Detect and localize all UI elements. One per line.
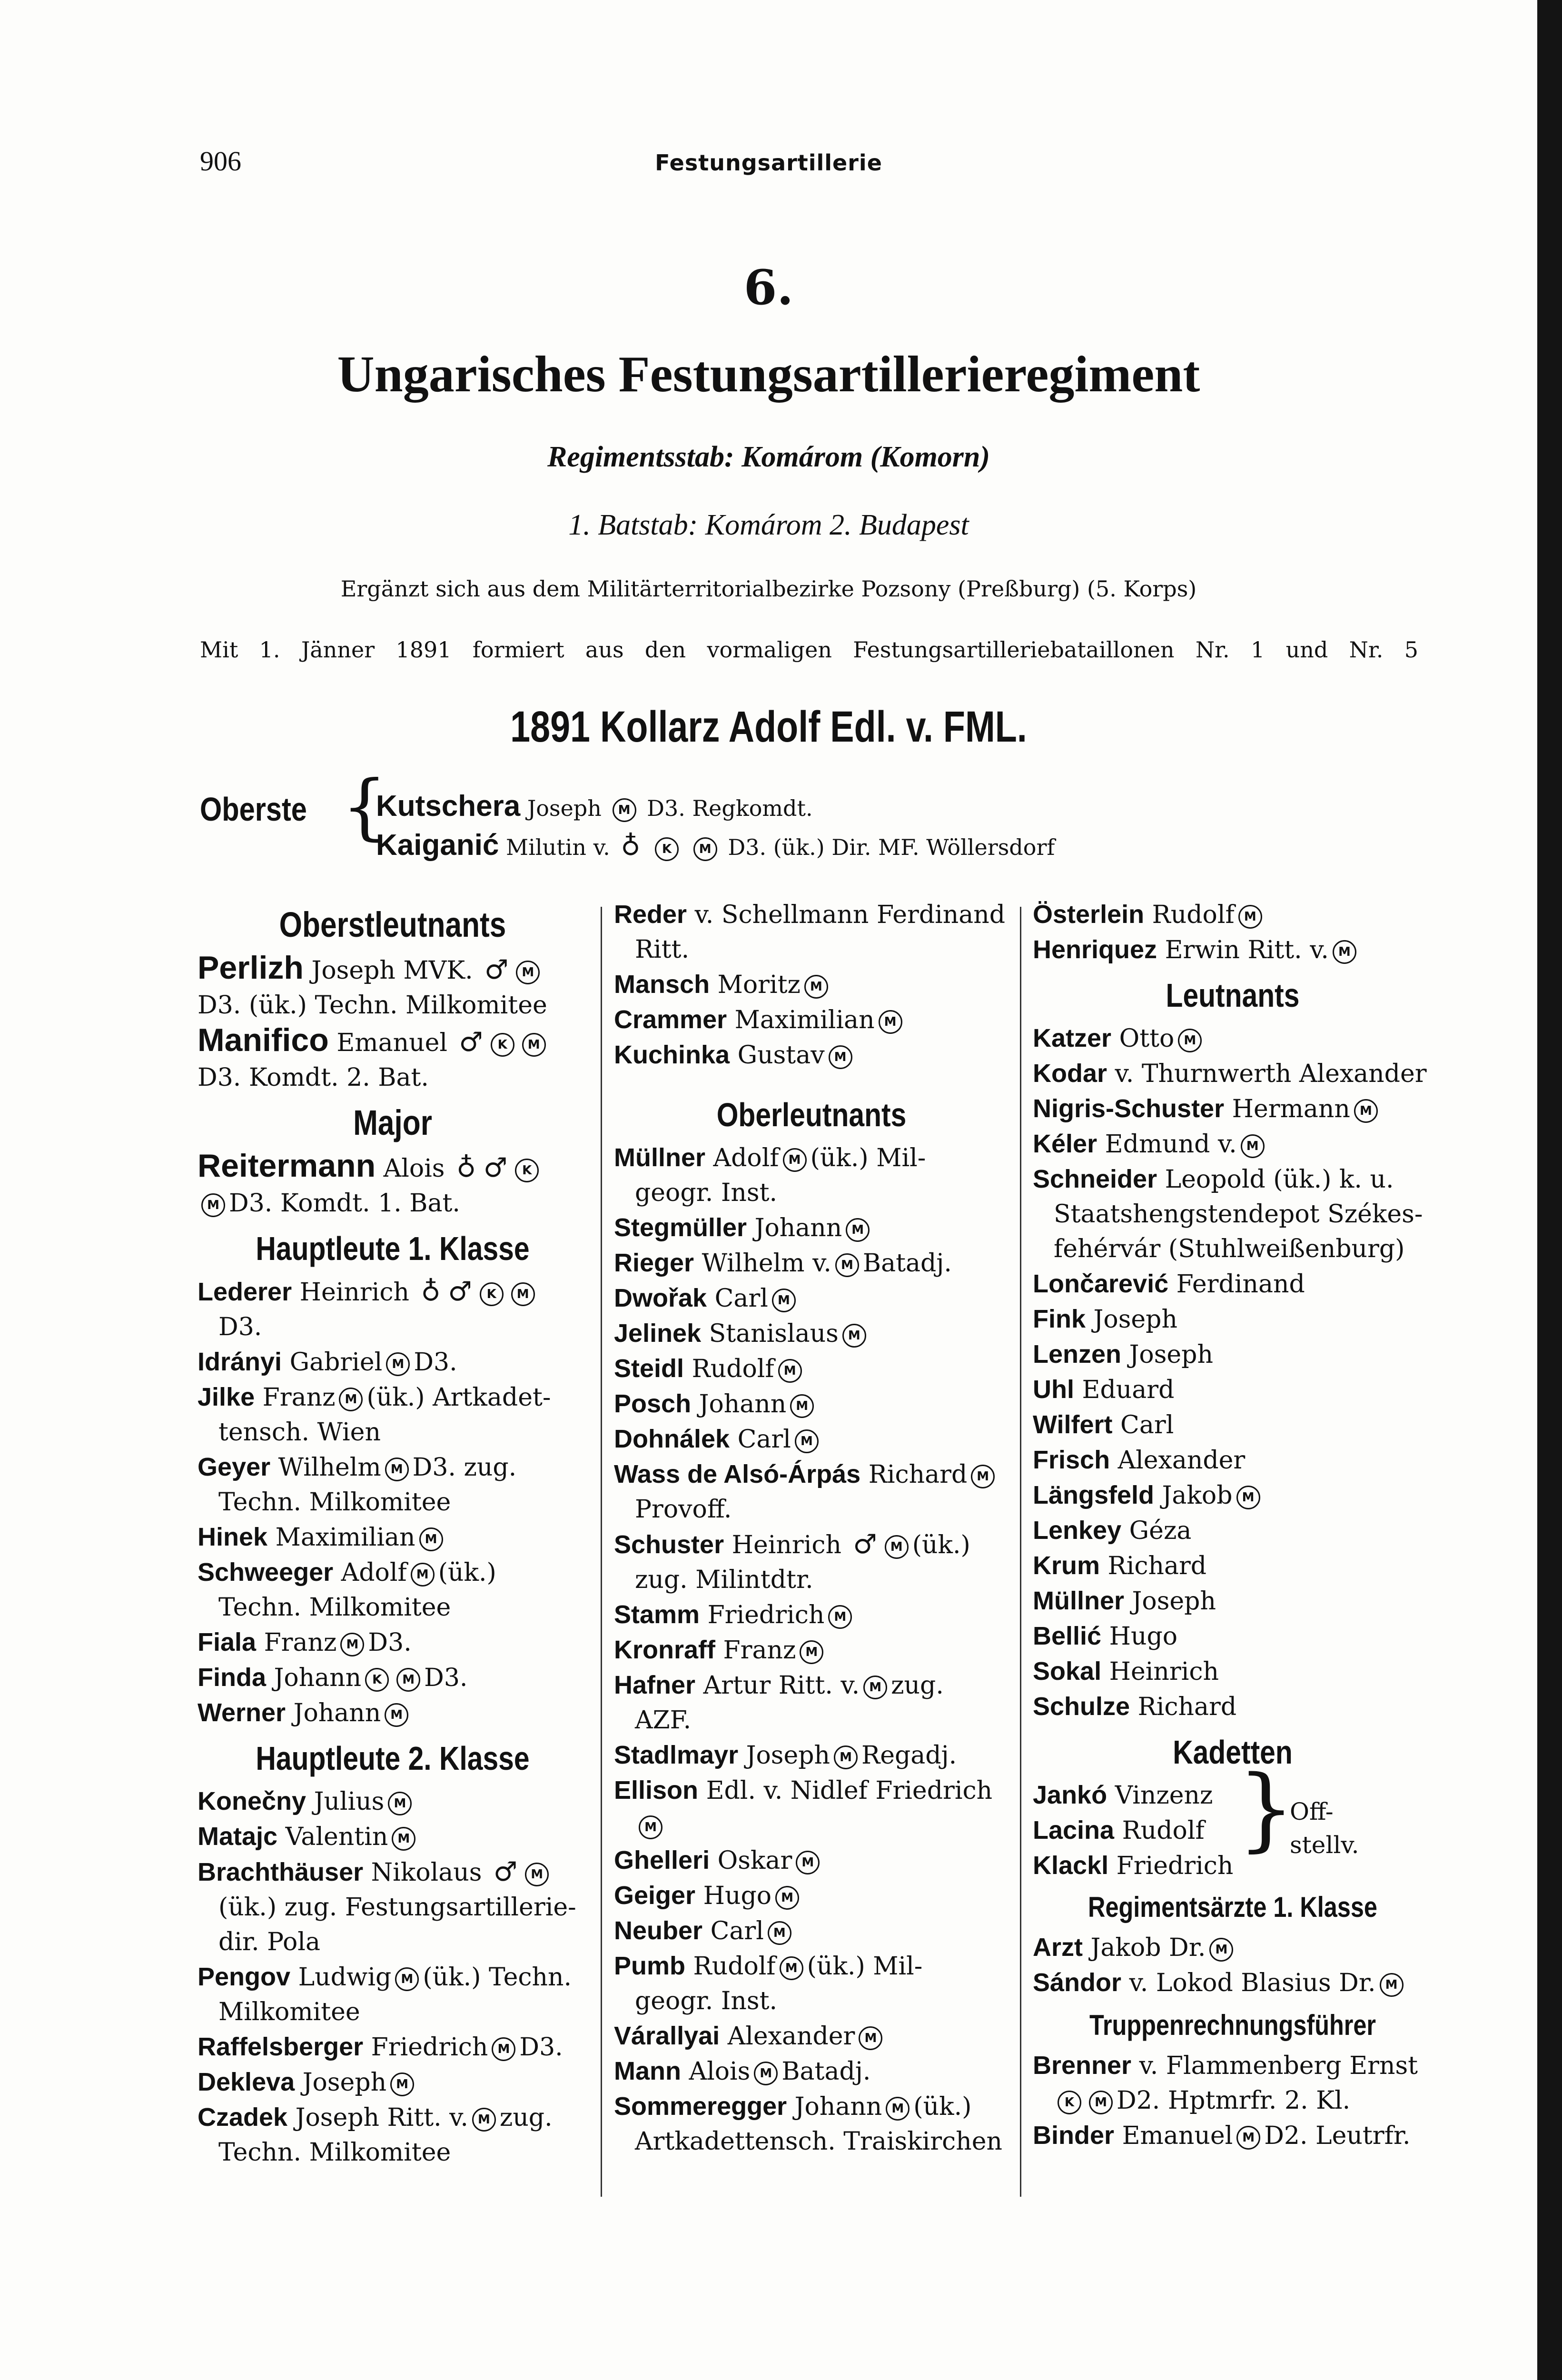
list-item: Reitermann Alois ♁ ♂ K <box>198 1149 588 1186</box>
m-badge-icon: M <box>693 837 717 861</box>
m-badge-icon: M <box>800 1640 823 1664</box>
list-item: Kuchinka Gustav M <box>614 1038 1009 1073</box>
page-title: Ungarisches Festungsartillerieregiment <box>337 346 1200 403</box>
list-item: Hafner Artur Ritt. v. M zug. AZF. <box>614 1671 944 1735</box>
list-item: Dwořak Carl M <box>614 1281 1009 1316</box>
list-item: Jilke Franz M (ük.) Artkadet- tensch. Wien <box>198 1383 551 1447</box>
section-major: Major <box>353 1103 432 1142</box>
section-regimentsaerzte: Regimentsärzte 1. Klasse <box>1088 1891 1377 1923</box>
k-badge-icon: K <box>1058 2091 1081 2114</box>
list-item: Kronraff Franz M <box>614 1633 1009 1668</box>
offstellv-label: Off- stellv. <box>1290 1798 1359 1859</box>
list-item: Müllner Joseph <box>1033 1587 1216 1616</box>
m-badge-icon: M <box>472 2108 496 2132</box>
column-divider <box>1020 907 1021 2197</box>
list-item: Geyer Wilhelm M D3. zug. Techn. Milkomitee <box>198 1453 517 1517</box>
m-badge-icon: M <box>971 1465 995 1488</box>
list-item: Fink Joseph <box>1033 1305 1177 1334</box>
scan-edge <box>1537 0 1562 2380</box>
k-badge-icon: K <box>480 1282 504 1306</box>
column-divider <box>601 907 602 2197</box>
m-badge-icon: M <box>790 1394 814 1418</box>
m-badge-icon: M <box>613 798 636 822</box>
m-badge-icon: M <box>339 1388 363 1411</box>
inhaber-line: 1891 Kollarz Adolf Edl. v. FML. <box>510 703 1027 751</box>
list-item: Jelinek Stanislaus M <box>614 1316 1009 1351</box>
column-2 <box>614 897 1009 2159</box>
list-item: Wilfert Carl <box>1033 1410 1174 1439</box>
list-item: Stadlmayr Joseph M Regadj. <box>614 1741 957 1770</box>
list-item: Sommeregger Johann M (ük.) Artkadettensch. Traiskirchen <box>614 2092 1003 2156</box>
m-badge-icon: M <box>1236 2126 1260 2150</box>
k-badge-icon: K <box>515 1159 539 1182</box>
list-item: Finda Johann K M D3. <box>198 1663 468 1692</box>
m-badge-icon: M <box>879 1010 902 1034</box>
m-badge-icon: M <box>419 1527 443 1551</box>
list-item: Steidl Rudolf M <box>614 1351 1009 1387</box>
list-item: Müllner Adolf M (ük.) Mil- geogr. Inst. <box>614 1143 926 1207</box>
list-item: Idrányi Gabriel M D3. <box>198 1348 457 1377</box>
m-badge-icon: M <box>1178 1029 1202 1052</box>
oberste-label: Oberste <box>200 791 307 828</box>
m-badge-icon: M <box>392 1827 415 1851</box>
list-item: Nigris-Schuster Hermann M <box>1033 1091 1433 1127</box>
list-item: Schweeger Adolf M (ük.) Techn. Milkomitee <box>198 1558 496 1622</box>
list-item: M D3. Komdt. 1. Bat. <box>198 1186 588 1221</box>
k-badge-icon: K <box>655 837 679 861</box>
m-badge-icon: M <box>835 1253 859 1277</box>
list-item: Kéler Edmund v. M <box>1033 1127 1433 1162</box>
list-item: Lenkey Géza <box>1033 1516 1192 1545</box>
list-item: Perlizh Joseph MVK. ♂ M <box>198 951 588 988</box>
list-item: Schneider Leopold (ük.) k. u. Staatshengstendepot Székes- fehérvár (Stuhlweißenburg) <box>1033 1165 1423 1263</box>
list-item: Rieger Wilhelm v. M Batadj. <box>614 1249 952 1278</box>
list-item: Sokal Heinrich <box>1033 1657 1219 1686</box>
list-item: Reder v. Schellmann Ferdinand Ritt. <box>614 900 1006 964</box>
m-badge-icon: M <box>795 1429 819 1453</box>
m-badge-icon: M <box>639 1815 662 1839</box>
m-badge-icon: M <box>754 2062 778 2085</box>
m-badge-icon: M <box>411 1563 435 1587</box>
m-badge-icon: M <box>385 1703 408 1727</box>
m-badge-icon: M <box>804 975 828 999</box>
list-item: Klackl Friedrich <box>1033 1851 1234 1880</box>
order-cross-icon: ♂ <box>853 1529 877 1560</box>
section-truppenrechnungsfuehrer: Truppenrechnungsführer <box>1089 2009 1376 2041</box>
m-badge-icon: M <box>1380 1973 1404 1997</box>
list-item: Henriquez Erwin Ritt. v. M <box>1033 932 1433 968</box>
order-cross-icon: ♂ <box>448 1276 472 1307</box>
order-cross-icon: ♂ <box>493 1856 518 1887</box>
m-badge-icon: M <box>492 2037 515 2061</box>
list-item: Mann Alois M Batadj. <box>614 2057 871 2086</box>
list-item: Geiger Hugo M <box>614 1878 1009 1914</box>
k-badge-icon: K <box>365 1668 389 1692</box>
list-item: Czadek Joseph Ritt. v. M zug. Techn. Milkomitee <box>198 2103 553 2167</box>
k-badge-icon: K <box>491 1033 514 1057</box>
list-item: Frisch Alexander <box>1033 1446 1246 1475</box>
list-item: Dohnálek Carl M <box>614 1422 1009 1457</box>
m-badge-icon: M <box>775 1886 799 1910</box>
m-badge-icon: M <box>385 1458 409 1481</box>
ergaenzt-line: Ergänzt sich aus dem Militärterritorialbezirke Pozsony (Preßburg) (5. Korps) <box>340 576 1197 602</box>
list-item: Ellison Edl. v. Nidlef Friedrich M <box>614 1773 1009 1843</box>
m-badge-icon: M <box>1241 1134 1265 1158</box>
order-cross-icon: ♂ <box>484 954 509 985</box>
list-item: Jankó Vinzenz <box>1033 1781 1213 1810</box>
list-item: Dekleva Joseph M <box>198 2065 588 2100</box>
list-item: Hinek Maximilian M <box>198 1520 588 1555</box>
list-item: Neuber Carl M <box>614 1914 1009 1949</box>
formiert-line: Mit 1. Jänner 1891 formiert aus den vormaligen Festungsartilleriebataillonen Nr. 1 und Nr. 5 <box>200 637 1418 663</box>
list-item: Lacina Rudolf <box>1033 1816 1205 1845</box>
m-badge-icon: M <box>386 1352 410 1376</box>
list-item: Matajc Valentin M <box>198 1819 588 1854</box>
list-item: Österlein Rudolf M <box>1033 897 1433 932</box>
oberste-brace: { <box>342 765 387 848</box>
m-badge-icon: M <box>1236 1486 1260 1509</box>
list-item: Arzt Jakob Dr. M <box>1033 1930 1433 1965</box>
m-badge-icon: M <box>796 1851 820 1874</box>
section-hauptleute-1: Hauptleute 1. Klasse <box>256 1230 530 1267</box>
list-item: Schulze Richard <box>1033 1692 1237 1721</box>
list-item: Pengov Ludwig M (ük.) Techn. Milkomitee <box>198 1963 572 2026</box>
m-badge-icon: M <box>778 1359 802 1383</box>
m-badge-icon: M <box>390 2073 414 2096</box>
m-badge-icon: M <box>859 2026 882 2050</box>
list-item: Stamm Friedrich M <box>614 1597 1009 1633</box>
m-badge-icon: M <box>201 1193 225 1217</box>
m-badge-icon: M <box>829 1045 852 1069</box>
order-cross-icon: ♂ <box>459 1027 483 1058</box>
list-item: Binder Emanuel M D2. Leutrfr. <box>1033 2121 1411 2150</box>
list-item: Krum Richard <box>1033 1551 1207 1580</box>
list-item: D3. (ük.) Techn. Milkomitee <box>198 991 547 1020</box>
list-item: Brachthäuser Nikolaus ♂ M (ük.) zug. Festungsartillerie- dir. Pola <box>198 1856 576 1956</box>
regiment-number: 6. <box>743 259 794 316</box>
list-item: Längsfeld Jakob M <box>1033 1478 1433 1513</box>
section-oberstleutnants: Oberstleutnants <box>279 905 506 944</box>
list-item: D3. Komdt. 2. Bat. <box>198 1063 429 1092</box>
m-badge-icon: M <box>1354 1099 1378 1123</box>
subtitle-batstab: 1. Batstab: Komárom 2. Budapest <box>568 509 969 541</box>
m-badge-icon: M <box>1333 940 1356 964</box>
list-item: Kodar v. Thurnwerth Alexander <box>1033 1059 1427 1088</box>
list-item: Lončarević Ferdinand <box>1033 1269 1305 1299</box>
column-1 <box>198 897 588 2170</box>
m-badge-icon: M <box>1238 905 1262 929</box>
order-cross-icon: ♁ <box>456 1152 476 1183</box>
subtitle-regimentsstab: Regimentsstab: Komárom (Komorn) <box>547 441 990 473</box>
m-badge-icon: M <box>1209 1938 1233 1962</box>
m-badge-icon: M <box>886 2097 910 2121</box>
list-item: Manifico Emanuel ♂ K M <box>198 1023 588 1061</box>
order-cross-icon: ♂ <box>484 1152 508 1183</box>
m-badge-icon: M <box>395 1967 419 1991</box>
m-badge-icon: M <box>522 1033 546 1057</box>
list-item: Katzer Otto M <box>1033 1021 1433 1056</box>
list-item: Schuster Heinrich ♂ M (ük.) zug. Milintdtr. <box>614 1529 970 1594</box>
m-badge-icon: M <box>828 1605 852 1629</box>
section-leutnants: Leutnants <box>1166 977 1300 1014</box>
list-item: Várallyai Alexander M <box>614 2019 1009 2054</box>
list-item: D3. <box>218 1313 262 1341</box>
list-item: Lenzen Joseph <box>1033 1340 1213 1369</box>
kadetten-block <box>1033 1756 1433 1883</box>
list-item: Konečny Julius M <box>198 1784 588 1819</box>
list-item: Raffelsberger Friedrich M D3. <box>198 2033 563 2062</box>
list-item: Fiala Franz M D3. <box>198 1628 412 1657</box>
m-badge-icon: M <box>516 961 540 984</box>
running-head: Festungsartillerie <box>655 150 882 176</box>
order-cross-icon: ♁ <box>621 831 641 862</box>
m-badge-icon: M <box>783 1148 807 1172</box>
page-number: 906 <box>200 146 241 177</box>
list-item: Uhl Eduard <box>1033 1375 1175 1404</box>
list-item: Pumb Rudolf M (ük.) Mil- geogr. Inst. <box>614 1952 923 2015</box>
m-badge-icon: M <box>1089 2091 1113 2114</box>
m-badge-icon: M <box>846 1218 870 1242</box>
m-badge-icon: M <box>780 1956 803 1980</box>
m-badge-icon: M <box>388 1792 412 1815</box>
m-badge-icon: M <box>834 1745 858 1769</box>
m-badge-icon: M <box>525 1863 549 1886</box>
m-badge-icon: M <box>340 1633 364 1656</box>
oberst-kutschera: Kutschera Joseph M D3. Regkomdt. <box>376 790 813 823</box>
m-badge-icon: M <box>768 1921 791 1945</box>
section-oberleutnants: Oberleutnants <box>716 1096 907 1133</box>
m-badge-icon: M <box>511 1282 535 1306</box>
list-item: Bellić Hugo <box>1033 1622 1178 1651</box>
list-item: Wass de Alsó-Árpás Richard M Provoff. <box>614 1457 1009 1527</box>
list-item: Posch Johann M <box>614 1387 1009 1422</box>
m-badge-icon: M <box>842 1324 866 1348</box>
list-item: Brenner v. Flammenberg Ernst K M D2. Hptmrfr. 2. Kl. <box>1033 2051 1418 2115</box>
list-item: Sándor v. Lokod Blasius Dr. M <box>1033 1965 1433 2001</box>
list-item: Werner Johann M <box>198 1696 588 1731</box>
m-badge-icon: M <box>863 1676 887 1699</box>
list-item: Ghelleri Oskar M <box>614 1843 1009 1878</box>
m-badge-icon: M <box>885 1535 909 1559</box>
column-3 <box>1033 897 1433 2153</box>
list-item: Stegmüller Johann M <box>614 1210 1009 1246</box>
list-item: Crammer Maximilian M <box>614 1002 1009 1038</box>
kadetten-brace: } <box>1237 1756 1295 1861</box>
list-item: Lederer Heinrich ♁ ♂ K M <box>198 1274 588 1310</box>
section-hauptleute-2: Hauptleute 2. Klasse <box>256 1740 530 1777</box>
oberst-kaiganic: Kaiganić Milutin v. ♁ K M D3. (ük.) Dir. MF. Wöllersdorf <box>376 829 1055 862</box>
section-kadetten: Kadetten <box>1173 1734 1293 1771</box>
m-badge-icon: M <box>772 1289 796 1312</box>
m-badge-icon: M <box>396 1668 420 1692</box>
list-item: Mansch Moritz M <box>614 967 1009 1002</box>
order-cross-icon: ♁ <box>421 1276 441 1307</box>
